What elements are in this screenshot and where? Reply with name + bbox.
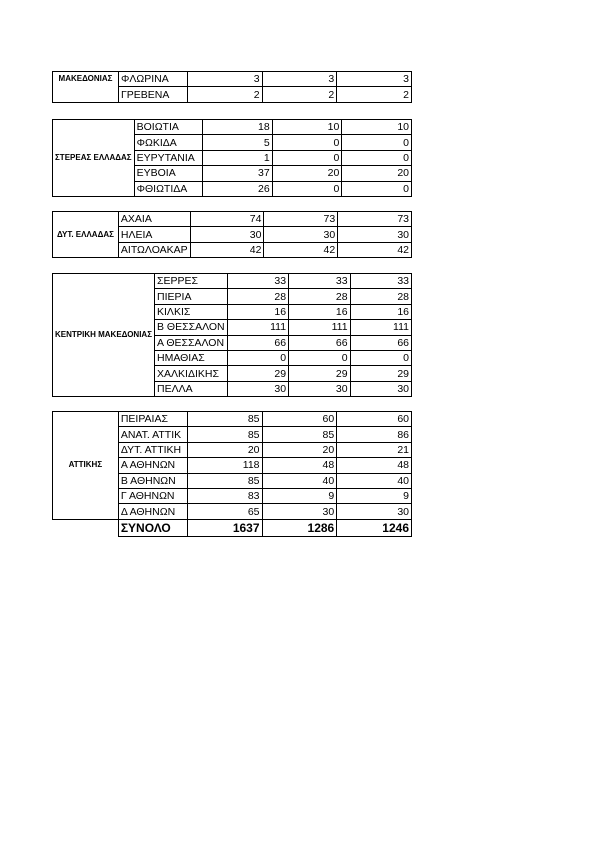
value-col-3: 0 (350, 350, 411, 365)
value-col-3: 60 (337, 412, 412, 427)
district-name: ΔΥΤ. ΑΤΤΙΚΗ (118, 442, 187, 457)
value-col-1: 16 (227, 304, 288, 319)
total-col-1: 1637 (187, 519, 262, 536)
value-col-2: 10 (272, 120, 342, 135)
value-col-1: 30 (190, 227, 264, 242)
value-col-2: 111 (289, 320, 350, 335)
value-col-2: 29 (289, 366, 350, 381)
value-col-1: 118 (187, 458, 262, 473)
district-name: Β ΘΕΣΣΑΛΟΝ (155, 320, 228, 335)
value-col-2: 0 (289, 350, 350, 365)
value-col-3: 28 (350, 289, 411, 304)
value-col-3: 66 (350, 335, 411, 350)
region-label: ΑΤΤΙΚΗΣ (53, 412, 119, 520)
value-col-2: 30 (289, 381, 350, 396)
value-col-2: 33 (289, 274, 350, 289)
region-table-attikis (52, 411, 412, 537)
district-name: ΒΟΙΩΤΙΑ (134, 120, 202, 135)
district-name: ΚΙΛΚΙΣ (155, 304, 228, 319)
value-col-2: 42 (264, 242, 338, 257)
value-col-1: 85 (187, 473, 262, 488)
value-col-3: 30 (350, 381, 411, 396)
value-col-1: 42 (190, 242, 264, 257)
value-col-3: 30 (337, 504, 412, 519)
district-name: ΣΕΡΡΕΣ (155, 274, 228, 289)
value-col-3: 0 (342, 181, 412, 196)
value-col-1: 66 (227, 335, 288, 350)
value-col-1: 37 (203, 166, 273, 181)
region-label: ΔΥΤ. ΕΛΛΑΔΑΣ (53, 212, 119, 258)
region-label: ΣΤΕΡΕΑΣ ΕΛΛΑΔΑΣ (53, 120, 135, 197)
table-row (53, 274, 412, 289)
value-col-3: 21 (337, 442, 412, 457)
value-col-3: 48 (337, 458, 412, 473)
value-col-3: 2 (337, 87, 412, 102)
value-col-3: 86 (337, 427, 412, 442)
value-col-2: 16 (289, 304, 350, 319)
district-name: ΗΜΑΘΙΑΣ (155, 350, 228, 365)
value-col-1: 2 (187, 87, 262, 102)
value-col-2: 0 (272, 181, 342, 196)
value-col-3: 73 (338, 212, 412, 227)
value-col-1: 85 (187, 412, 262, 427)
value-col-3: 111 (350, 320, 411, 335)
value-col-3: 33 (350, 274, 411, 289)
value-col-2: 9 (262, 488, 337, 503)
district-name: ΧΑΛΚΙΔΙΚΗΣ (155, 366, 228, 381)
total-blank-cell (53, 519, 119, 536)
value-col-1: 0 (227, 350, 288, 365)
value-col-2: 40 (262, 473, 337, 488)
table-row (53, 412, 412, 427)
district-name: ΠΕΙΡΑΙΑΣ (118, 412, 187, 427)
district-name: ΦΩΚΙΔΑ (134, 135, 202, 150)
district-name: ΑΙΤΩΛΟΑΚΑΡ (118, 242, 190, 257)
value-col-2: 28 (289, 289, 350, 304)
value-col-2: 85 (262, 427, 337, 442)
value-col-2: 20 (272, 166, 342, 181)
value-col-1: 111 (227, 320, 288, 335)
district-name: Α ΑΘΗΝΩΝ (118, 458, 187, 473)
value-col-2: 0 (272, 150, 342, 165)
district-name: Β ΑΘΗΝΩΝ (118, 473, 187, 488)
value-col-1: 29 (227, 366, 288, 381)
region-table-dyt-elladas (52, 211, 412, 258)
value-col-1: 74 (190, 212, 264, 227)
value-col-3: 29 (350, 366, 411, 381)
total-label: ΣΥΝΟΛΟ (118, 519, 187, 536)
value-col-3: 3 (337, 72, 412, 87)
value-col-2: 48 (262, 458, 337, 473)
value-col-1: 5 (203, 135, 273, 150)
value-col-3: 30 (338, 227, 412, 242)
value-col-1: 28 (227, 289, 288, 304)
value-col-1: 1 (203, 150, 273, 165)
region-table-kentriki-makedonias (52, 273, 412, 397)
total-row (53, 519, 412, 536)
table-row (53, 212, 412, 227)
value-col-2: 3 (262, 72, 337, 87)
value-col-3: 20 (342, 166, 412, 181)
value-col-3: 9 (337, 488, 412, 503)
value-col-1: 18 (203, 120, 273, 135)
district-name: Δ ΑΘΗΝΩΝ (118, 504, 187, 519)
value-col-1: 30 (227, 381, 288, 396)
district-name: ΠΕΛΛΑ (155, 381, 228, 396)
table-row (53, 72, 412, 87)
region-label: ΜΑΚΕΔΟΝΙΑΣ (53, 72, 119, 103)
value-col-2: 2 (262, 87, 337, 102)
value-col-3: 40 (337, 473, 412, 488)
value-col-2: 20 (262, 442, 337, 457)
district-name: Γ ΑΘΗΝΩΝ (118, 488, 187, 503)
value-col-3: 0 (342, 150, 412, 165)
district-name: ΓΡΕΒΕΝΑ (118, 87, 187, 102)
table-row (53, 120, 412, 135)
value-col-3: 10 (342, 120, 412, 135)
value-col-3: 42 (338, 242, 412, 257)
value-col-2: 0 (272, 135, 342, 150)
region-label: ΚΕΝΤΡΙΚΗ ΜΑΚΕΔΟΝΙΑΣ (53, 274, 155, 397)
value-col-1: 33 (227, 274, 288, 289)
region-table-stereas-elladas (52, 119, 412, 197)
value-col-2: 66 (289, 335, 350, 350)
district-name: ΗΛΕΙΑ (118, 227, 190, 242)
value-col-1: 83 (187, 488, 262, 503)
district-name: ΠΙΕΡΙΑ (155, 289, 228, 304)
district-name: Α ΘΕΣΣΑΛΟΝ (155, 335, 228, 350)
total-col-3: 1246 (337, 519, 412, 536)
district-name: ΕΥΒΟΙΑ (134, 166, 202, 181)
region-table-makedonias (52, 71, 412, 103)
value-col-1: 26 (203, 181, 273, 196)
value-col-2: 30 (264, 227, 338, 242)
value-col-3: 0 (342, 135, 412, 150)
value-col-1: 3 (187, 72, 262, 87)
district-name: ΕΥΡΥΤΑΝΙΑ (134, 150, 202, 165)
total-col-2: 1286 (262, 519, 337, 536)
district-name: ΑΧΑΙΑ (118, 212, 190, 227)
district-name: ΑΝΑΤ. ΑΤΤΙΚ (118, 427, 187, 442)
value-col-1: 20 (187, 442, 262, 457)
district-name: ΦΛΩΡΙΝΑ (118, 72, 187, 87)
district-name: ΦΘΙΩΤΙΔΑ (134, 181, 202, 196)
value-col-1: 85 (187, 427, 262, 442)
value-col-2: 30 (262, 504, 337, 519)
value-col-3: 16 (350, 304, 411, 319)
value-col-2: 73 (264, 212, 338, 227)
value-col-1: 65 (187, 504, 262, 519)
value-col-2: 60 (262, 412, 337, 427)
